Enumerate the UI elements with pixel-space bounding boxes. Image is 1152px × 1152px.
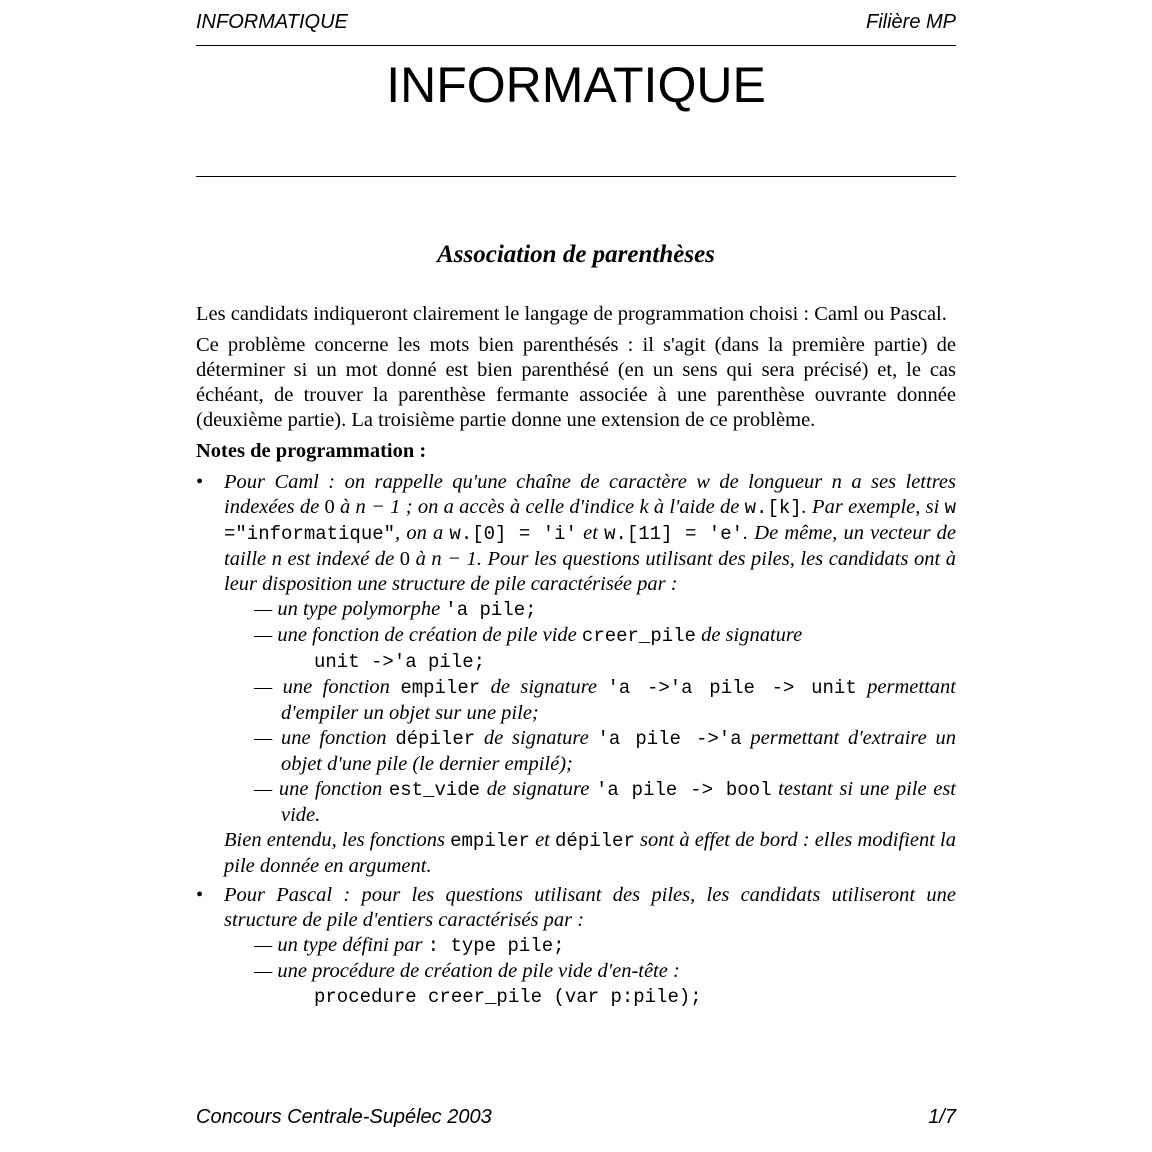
running-footer (196, 1106, 956, 1132)
caml-item-empiler: — une fonction empiler de signature 'a ->'a pile -> unit permettant d'empiler un objet sur une pile; (254, 676, 956, 724)
caml-bullet: • Pour Caml : on rappelle qu'une chaîne de caractère w de longueur n a ses lettres indexées de 0 à n − 1 ; on a accès à celle d'indice k à l'aide de w.[k]. Par exemple, si w ="informatique", on a w.[0] = 'i' et w.[11] = 'e'. De même, un vecteur de taille n est indexé de 0 à n − 1. Pour les questions utilisant des piles, les candidats ont à leur disposition une structure de pile caractérisée par : — un type polymorphe 'a pile; — une fonction de création de pile vide creer_pile de signature unit ->'a pile; — une fonction empiler de signature 'a ->'a pile -> unit permettant d'empiler un objet sur une pile; — une fonction dépiler de signature 'a pile ->'a permettant d'extraire un objet d'une pile (le dernier empilé); — une fonction est_vide de signature 'a pile -> bool testant si une pile est vide. Bien entendu, les fonctions empiler et dépiler sont à effet de bord : elles modifient la pile donnée en argument. (196, 471, 956, 877)
page-number: 1/7 (928, 1106, 956, 1128)
caml-creer-signature: unit ->'a pile; (314, 651, 486, 673)
bullet-icon: • (196, 471, 204, 493)
title-rule (196, 176, 956, 177)
header-rule (196, 45, 956, 46)
caml-item-est-vide: — une fonction est_vide de signature 'a pile -> bool testant si une pile est vide. (254, 778, 956, 826)
caml-side-effect-note: Bien entendu, les fonctions empiler et dépiler sont à effet de bord : elles modifient la pile donnée en argument. (224, 829, 956, 877)
page-title: INFORMATIQUE (386, 57, 766, 113)
header-left: INFORMATIQUE (196, 11, 348, 33)
caml-item-creer: — une fonction de création de pile vide creer_pile de signature (254, 624, 803, 647)
intro-paragraph-2: Ce problème concerne les mots bien parenthésés : il s'agit (dans la première partie) de déterminer si un mot donné est bien parenthésé (en un sens qui sera précisé) et, le cas échéant, de trouver la parenthèse fermante associée à une parenthèse ouvrante donnée (deuxième partie). La troisième partie donne une extension de ce problème. (196, 334, 956, 431)
header-right: Filière MP (865, 11, 956, 33)
code-example: w ="informatique" (224, 497, 956, 545)
pascal-bullet: • Pour Pascal : pour les questions utilisant des piles, les candidats utiliseront une structure de pile d'entiers caractérisés par : — un type défini par : type pile; — une procédure de création de pile vide d'en-tête : procedure creer_pile (var p:pile); (196, 884, 956, 1008)
pascal-creer-signature: procedure creer_pile (var p:pile); (314, 986, 702, 1008)
caml-item-depiler: — une fonction dépiler de signature 'a pile ->'a permettant d'extraire un objet d'une pile (le dernier empilé); (254, 727, 956, 775)
caml-item-type: — un type polymorphe 'a pile; (254, 598, 537, 621)
pascal-item-creer: — une procédure de création de pile vide d'en-tête : (254, 960, 680, 982)
pascal-item-type: — un type défini par : type pile; (254, 934, 565, 957)
notes-heading: Notes de programmation : (196, 440, 427, 462)
page (196, 0, 956, 1152)
running-header (196, 11, 956, 37)
problem-title: Association de parenthèses (437, 241, 715, 268)
footer-left: Concours Centrale-Supélec 2003 (196, 1106, 492, 1128)
bullet-icon: • (196, 884, 204, 906)
intro-paragraph-1: Les candidats indiqueront clairement le langage de programmation choisi : Caml ou Pascal. (196, 303, 947, 325)
code-index: w.[k] (744, 497, 802, 519)
document-body (196, 302, 956, 1014)
